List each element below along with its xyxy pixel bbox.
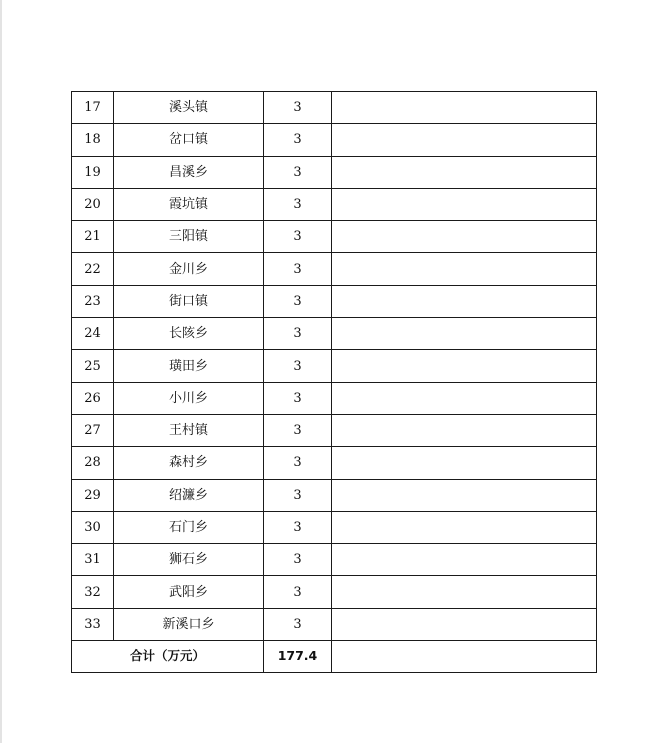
row-number-cell: 29	[72, 479, 114, 511]
town-name-cell: 武阳乡	[114, 576, 264, 608]
table-row	[72, 511, 597, 543]
amount-cell: 3	[264, 156, 332, 188]
allocation-table-wrapper	[71, 91, 597, 673]
table-row	[72, 479, 597, 511]
amount-cell: 3	[264, 608, 332, 640]
row-number-cell: 28	[72, 447, 114, 479]
table-row	[72, 414, 597, 446]
amount-cell: 3	[264, 124, 332, 156]
town-name-cell: 三阳镇	[114, 221, 264, 253]
table-row	[72, 221, 597, 253]
row-number-cell: 20	[72, 188, 114, 220]
town-name-cell: 石门乡	[114, 511, 264, 543]
town-name-cell: 新溪口乡	[114, 608, 264, 640]
town-name-cell: 街口镇	[114, 285, 264, 317]
table-row	[72, 92, 597, 124]
table-row	[72, 576, 597, 608]
total-label-cell: 合计（万元）	[72, 641, 264, 673]
row-number-cell: 31	[72, 544, 114, 576]
row-number-cell: 19	[72, 156, 114, 188]
town-name-cell: 森村乡	[114, 447, 264, 479]
amount-cell: 3	[264, 188, 332, 220]
table-row	[72, 382, 597, 414]
table-row	[72, 350, 597, 382]
town-name-cell: 狮石乡	[114, 544, 264, 576]
amount-cell: 3	[264, 253, 332, 285]
row-number-cell: 18	[72, 124, 114, 156]
total-value-cell: 177.4	[264, 641, 332, 673]
amount-cell: 3	[264, 285, 332, 317]
note-cell	[332, 188, 597, 220]
amount-cell: 3	[264, 479, 332, 511]
amount-cell: 3	[264, 318, 332, 350]
table-row	[72, 318, 597, 350]
row-number-cell: 32	[72, 576, 114, 608]
amount-cell: 3	[264, 221, 332, 253]
row-number-cell: 17	[72, 92, 114, 124]
town-name-cell: 绍濂乡	[114, 479, 264, 511]
note-cell	[332, 511, 597, 543]
note-cell	[332, 544, 597, 576]
note-cell	[332, 156, 597, 188]
note-cell	[332, 576, 597, 608]
amount-cell: 3	[264, 544, 332, 576]
row-number-cell: 26	[72, 382, 114, 414]
amount-cell: 3	[264, 350, 332, 382]
table-row	[72, 156, 597, 188]
town-name-cell: 王村镇	[114, 414, 264, 446]
allocation-table	[71, 91, 597, 673]
amount-cell: 3	[264, 576, 332, 608]
note-cell	[332, 124, 597, 156]
town-name-cell: 霞坑镇	[114, 188, 264, 220]
row-number-cell: 25	[72, 350, 114, 382]
note-cell	[332, 479, 597, 511]
total-row	[72, 641, 597, 673]
note-cell	[332, 285, 597, 317]
amount-cell: 3	[264, 382, 332, 414]
row-number-cell: 33	[72, 608, 114, 640]
town-name-cell: 金川乡	[114, 253, 264, 285]
note-cell	[332, 608, 597, 640]
table-row	[72, 447, 597, 479]
row-number-cell: 21	[72, 221, 114, 253]
amount-cell: 3	[264, 511, 332, 543]
total-note-cell	[332, 641, 597, 673]
row-number-cell: 23	[72, 285, 114, 317]
note-cell	[332, 447, 597, 479]
amount-cell: 3	[264, 414, 332, 446]
row-number-cell: 24	[72, 318, 114, 350]
table-row	[72, 253, 597, 285]
table-row	[72, 285, 597, 317]
table-row	[72, 188, 597, 220]
note-cell	[332, 318, 597, 350]
table-row	[72, 124, 597, 156]
table-row	[72, 544, 597, 576]
town-name-cell: 岔口镇	[114, 124, 264, 156]
town-name-cell: 溪头镇	[114, 92, 264, 124]
note-cell	[332, 382, 597, 414]
town-name-cell: 长陔乡	[114, 318, 264, 350]
row-number-cell: 27	[72, 414, 114, 446]
row-number-cell: 30	[72, 511, 114, 543]
table-row	[72, 608, 597, 640]
amount-cell: 3	[264, 447, 332, 479]
town-name-cell: 小川乡	[114, 382, 264, 414]
note-cell	[332, 350, 597, 382]
note-cell	[332, 414, 597, 446]
town-name-cell: 璜田乡	[114, 350, 264, 382]
note-cell	[332, 92, 597, 124]
row-number-cell: 22	[72, 253, 114, 285]
town-name-cell: 昌溪乡	[114, 156, 264, 188]
table-body	[72, 92, 597, 673]
amount-cell: 3	[264, 92, 332, 124]
note-cell	[332, 253, 597, 285]
note-cell	[332, 221, 597, 253]
